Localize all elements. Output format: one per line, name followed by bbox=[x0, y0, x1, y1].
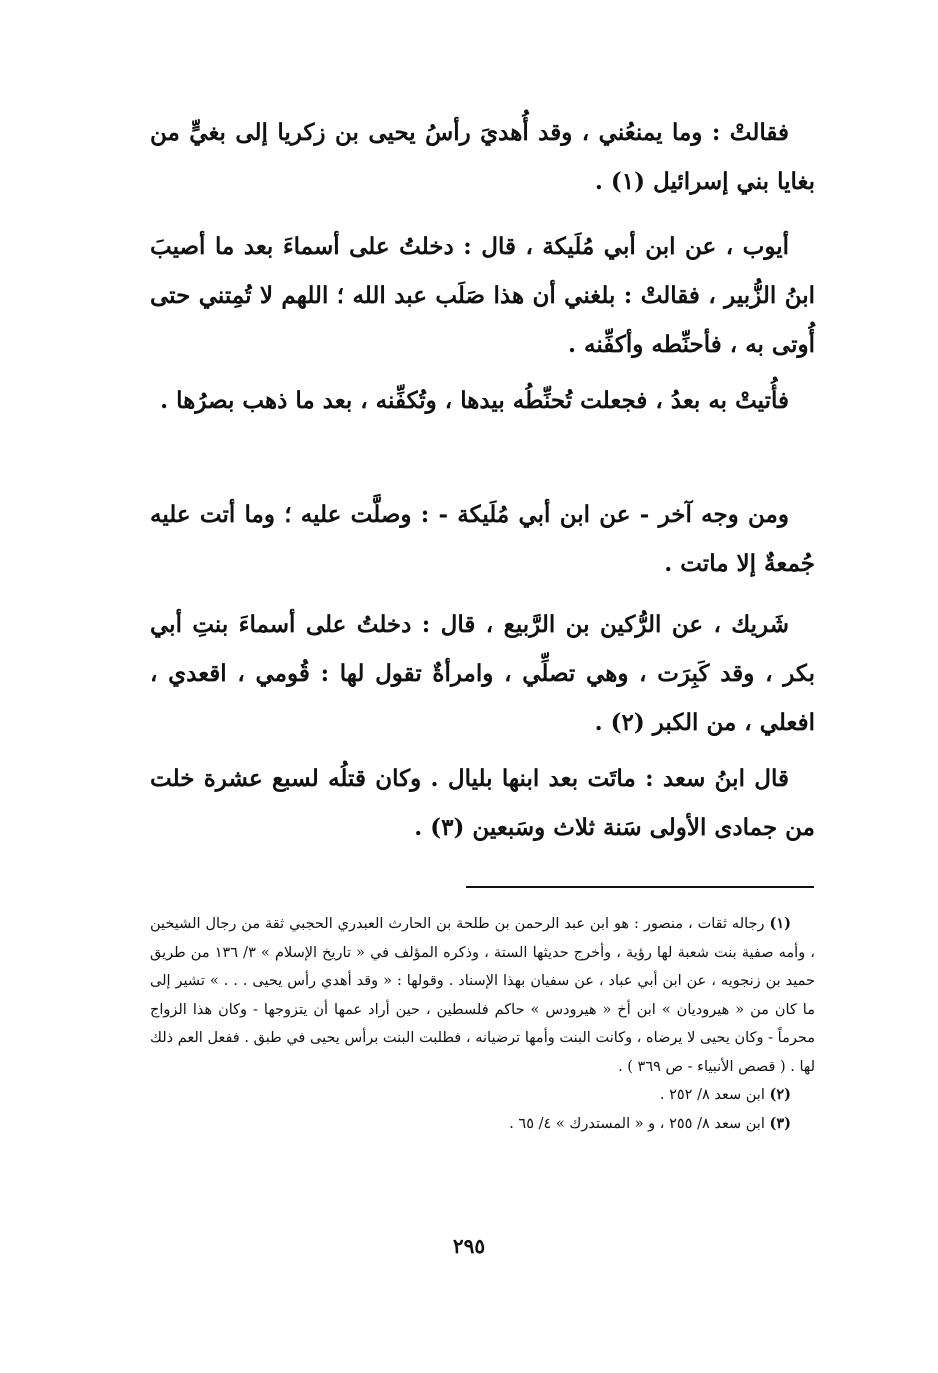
footnote-number: (١) bbox=[769, 915, 791, 932]
paragraph-6: قال ابنُ سعد : ماتَت بعد ابنها بليال . وكان قتلُه لسبع عشرة خلت من جمادى الأولى سَنة ثلاث وسَبعين (٣) . bbox=[150, 765, 815, 841]
footnote-text: ابن سعد ٨/ ٢٥٢ . bbox=[659, 1087, 765, 1103]
paragraph-3: فأُتيتْ به بعدُ ، فجعلت تُحنِّطُه بيدها ، وتُكفِّنه ، بعد ما ذهب بصرُها . bbox=[160, 387, 789, 414]
footnotes bbox=[150, 910, 815, 1138]
footnote-text: رجاله ثقات ، منصور : هو ابن عبد الرحمن بن طلحة بن الحارث العبدري الحجبي ثقة من رجال الشيخين ، وأمه صفية بنت شعبة لها رؤية ، وأخرج حديثها الستة ، وذكره المؤلف في « تاريخ الإسلام » ٣/ ١٣٦ من طريق حميد بن زنجويه ، عن ابن أبي عباد ، عن سفيان بهذا الإسناد . وقولها : « وقد أهدي رأس يحيى . . . » تشير إلى ما كان من « هيروديان » ابن أخ « هيرودس » حاكم فلسطين ، حين أراد عمها أن يتزوجها - وكان هذا الزواج محرماً - وكان يحيى لا يرضاه ، وكانت البنت وأمها ترضيانه ، فطلبت البنت برأس يحيى في طبق . ففعل العم ذلك لها . ( قصص الأنبياء - ص ٣٦٩ ) . bbox=[150, 916, 815, 1075]
paragraph-1: فقالتْ : وما يمنعُني ، وقد أُهديَ رأسُ يحيى بن زكريا إلى بغيٍّ من بغايا بني إسرائيل (١) . bbox=[150, 119, 815, 195]
footnote-separator bbox=[466, 886, 814, 888]
footnote-3 bbox=[150, 1110, 815, 1139]
footnote-number: (٣) bbox=[769, 1114, 791, 1132]
page-number: ٢٩٥ bbox=[452, 1234, 486, 1258]
paragraph-4: ومن وجه آخر - عن ابن أبي مُلَيكة - : وصلَّت عليه ؛ وما أتت عليه جُمعةٌ إلا ماتت . bbox=[150, 501, 815, 577]
footnote-number: (٢) bbox=[769, 1086, 791, 1103]
paragraph-2: أيوب ، عن ابن أبي مُلَيكة ، قال : دخلتُ على أسماءَ بعد ما أصيبَ ابنُ الزُّبير ، فقالتْ : بلغني أن هذا صَلَب عبد الله ؛ اللهم لا تُمِتني حتى أُوتى به ، فأحنِّطه وأكفِّنه . bbox=[150, 233, 815, 358]
footnote-text: ابن سعد ٨/ ٢٥٥ ، و « المستدرك » ٤/ ٦٥ . bbox=[509, 1115, 765, 1132]
paragraph-5: شَريك ، عن الرُّكين بن الرَّبيع ، قال : دخلتُ على أسماءَ بنتِ أبي بكر ، وقد كَبِرَت ، وهي تصلِّي ، وامرأةٌ تقول لها : قُومي ، اقعدي ، افعلي ، من الكبر (٢) . bbox=[150, 611, 815, 736]
footnote-2 bbox=[150, 1081, 815, 1110]
footnote-1 bbox=[150, 910, 815, 1081]
